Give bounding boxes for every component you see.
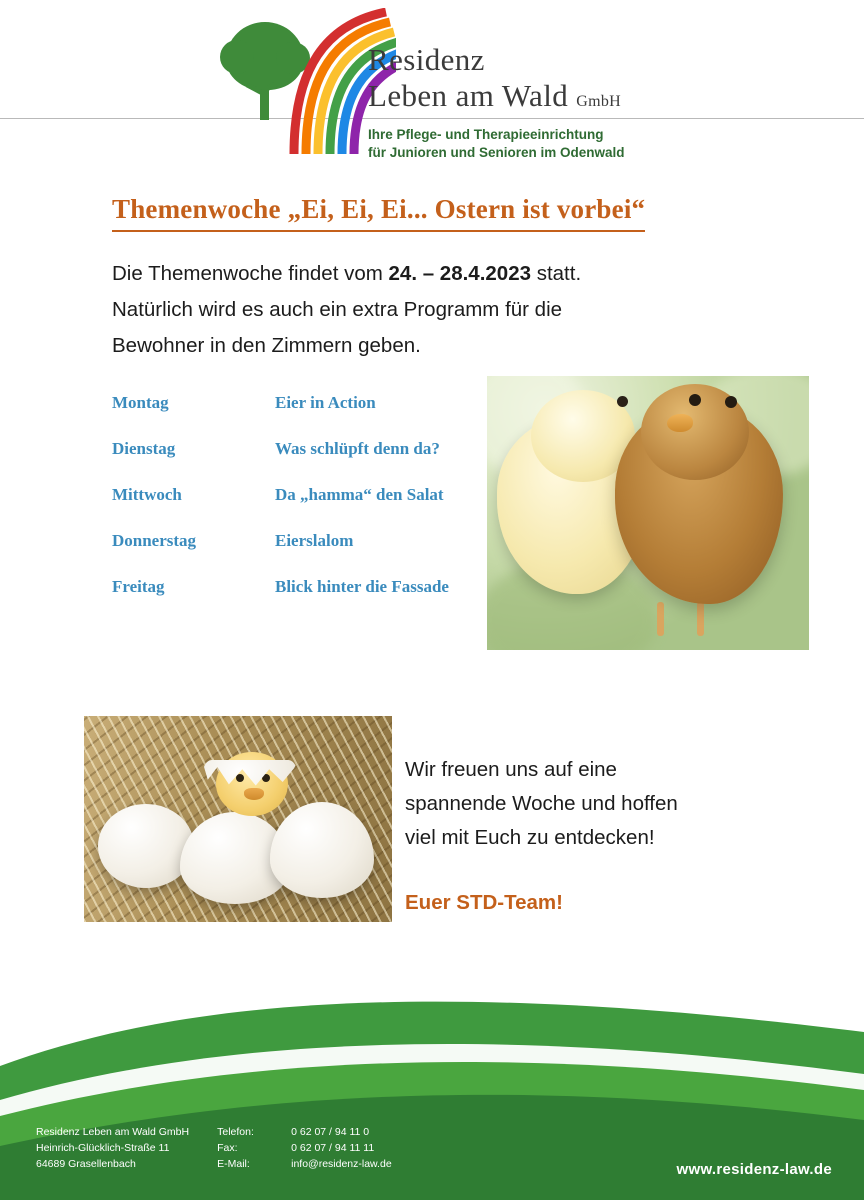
schedule-activity: Was schlüpft denn da?	[275, 439, 440, 458]
closing-line-3: viel mit Euch zu entdecken!	[405, 826, 655, 849]
page-title: Themenwoche „Ei, Ei, Ei... Ostern ist vorbei“	[112, 194, 645, 232]
logo-tagline-line-1: Ihre Pflege- und Therapieeinrichtung	[368, 127, 604, 142]
egg-left	[98, 804, 194, 888]
logo-wordmark	[368, 42, 688, 120]
intro-prefix: Die Themenwoche findet vom	[112, 262, 389, 285]
schedule-day: Mittwoch	[112, 485, 182, 504]
logo-tagline-line-2: für Junioren und Senioren im Odenwald	[368, 145, 625, 160]
footer-contact-labels	[217, 1124, 263, 1172]
egg-photo	[84, 716, 392, 922]
footer-label-phone: Telefon:	[217, 1126, 254, 1138]
chick-legs	[637, 602, 757, 644]
closing-line-1: Wir freuen uns auf eine	[405, 758, 617, 781]
schedule-activity: Blick hinter die Fassade	[275, 577, 449, 596]
footer-address	[36, 1124, 189, 1172]
schedule-day: Freitag	[112, 577, 165, 596]
logo-line-1: Residenz	[368, 42, 485, 77]
footer-phone: 0 62 07 / 94 11 0	[291, 1126, 370, 1138]
schedule-row	[112, 439, 472, 459]
footer-website-link[interactable]: www.residenz-law.de	[676, 1161, 832, 1178]
intro-line-3: Bewohner in den Zimmern geben.	[112, 334, 421, 357]
schedule-row	[112, 393, 472, 413]
schedule-row	[112, 531, 472, 551]
closing-text	[405, 753, 765, 855]
footer-city: 64689 Grasellenbach	[36, 1158, 136, 1170]
signoff-text: Euer STD-Team!	[405, 891, 563, 914]
schedule-activity: Da „hamma“ den Salat	[275, 485, 444, 504]
footer-company: Residenz Leben am Wald GmbH	[36, 1126, 190, 1138]
footer-contact-values	[291, 1124, 392, 1172]
schedule-day: Montag	[112, 393, 169, 412]
logo-tagline	[368, 126, 625, 162]
footer-fax: 0 62 07 / 94 11 11	[291, 1142, 375, 1154]
footer-label-fax: Fax:	[217, 1142, 238, 1154]
intro-line-2: Natürlich wird es auch ein extra Programm für die	[112, 298, 563, 321]
logo-line-2: Leben am Wald	[368, 78, 569, 113]
page-header	[0, 0, 864, 168]
footer-label-mail: E-Mail:	[217, 1158, 250, 1170]
chicks-photo	[487, 376, 809, 650]
schedule-row	[112, 485, 472, 505]
footer-street: Heinrich-Glücklich-Straße 11	[36, 1142, 170, 1154]
intro-date: 24. – 28.4.2023	[388, 262, 532, 285]
footer-email[interactable]: info@residenz-law.de	[291, 1158, 392, 1170]
footer-contact	[36, 1124, 392, 1172]
schedule-day: Dienstag	[112, 439, 176, 458]
schedule-day: Donnerstag	[112, 531, 197, 550]
schedule-list	[112, 393, 472, 623]
schedule-activity: Eier in Action	[275, 393, 376, 412]
closing-line-2: spannende Woche und hoffen	[405, 792, 678, 815]
schedule-row	[112, 577, 472, 597]
logo-suffix: GmbH	[576, 93, 622, 110]
brand-logo	[212, 8, 682, 160]
intro-line-1	[112, 258, 732, 289]
intro-suffix: statt.	[531, 262, 582, 285]
schedule-activity: Eierslalom	[275, 531, 354, 550]
intro-text	[112, 258, 732, 366]
page-footer	[0, 970, 864, 1200]
